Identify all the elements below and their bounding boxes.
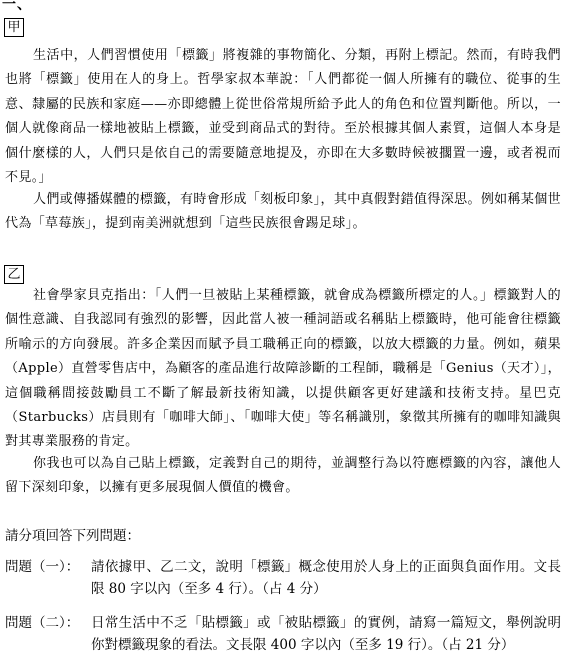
passage-a-paragraph-2: 人們或傳播媒體的標籤，有時會形成「刻板印象」，其中真假對錯值得深思。例如稱某個世代為「草莓族」，提到南美洲就想到「這些民族很會踢足球」。: [5, 192, 561, 232]
passage-b-paragraph-2: 你我也可以為自己貼上標籤，定義對自己的期待，並調整行為以符應標籤的內容，讓他人留下深刻印象，以擁有更多展現個人價值的機會。: [5, 456, 561, 496]
question-1: [5, 556, 561, 600]
passage-b-label: 乙: [4, 265, 24, 284]
question-2-label: 問題（二）：: [5, 615, 80, 631]
question-2-text: 日常生活中不乏「貼標籤」或「被貼標籤」的實例，請寫一篇短文，舉例說明你對標籤現象的看法。文長限 400 字以內（至多 19 行）。（占 21 分）: [91, 615, 561, 653]
passage-a-label: 甲: [4, 18, 24, 37]
question-1-label: 問題（一）：: [5, 559, 80, 575]
question-1-text: 請依據甲、乙二文，說明「標籤」概念使用於人身上的正面與負面作用。文長限 80 字以內（至多 4 行）。（占 4 分）: [91, 559, 561, 597]
instruction-text: 請分項回答下列問題：: [5, 528, 140, 544]
passage-a-paragraph-1: 生活中，人們習慣使用「標籤」將複雜的事物簡化、分類，再附上標記。然而，有時我們也將「標籤」使用在人的身上。哲學家叔本華說：「人們都從一個人所擁有的職位、從事的生意、隸屬的民族和家庭——亦即總體上從世俗常規所給予此人的角色和位置判斷他。所以，一個人就像商品一樣地被貼上標籤，並受到商品式的對待。至於根據其個人素質，這個人本身是個什麼樣的人，人們只是依自己的需要隨意地提及，亦即在大多數時候被擱置一邊，或者視而不見。」: [5, 48, 561, 186]
passage-b-paragraph-1: 社會學家貝克指出：「人們一旦被貼上某種標籤，就會成為標籤所標定的人。」標籤對人的個性意識、自我認同有強烈的影響，因此當人被一種詞語或名稱貼上標籤時，他可能會往標籤所喻示的方向發展。許多企業因而賦予員工職稱正向的標籤，以放大標籤的力量。例如，蘋果（Apple）直營零售店中，為顧客的產品進行故障診斷的工程師，職稱是「Genius（天才）」，這個職稱間接鼓勵員工不斷了解最新技術知識，以提供顧客更好建議和技術支持。星巴克（Starbucks）店員則有「咖啡大師」、「咖啡大使」等名稱識別，象徵其所擁有的咖啡知識與對其專業服務的肯定。: [5, 288, 561, 450]
question-2: [5, 612, 561, 656]
section-heading: 一、: [2, 0, 32, 13]
